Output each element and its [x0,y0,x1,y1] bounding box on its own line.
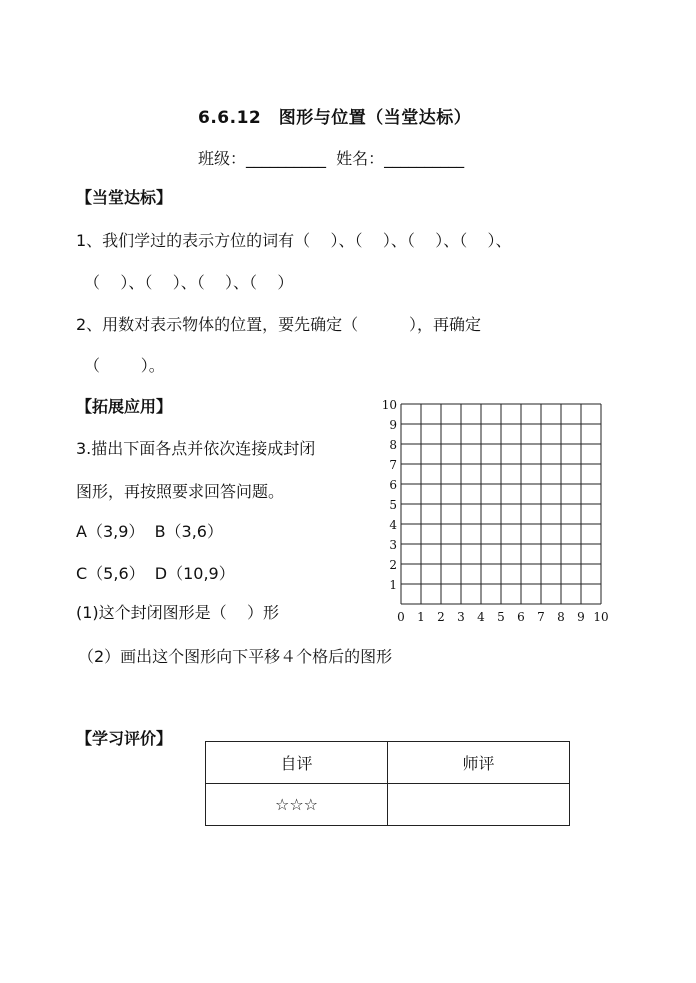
grid-x-label: 3 [457,610,465,624]
grid-y-label: 4 [389,518,397,532]
grid-x-label: 10 [593,610,609,624]
coordinate-grid [375,396,615,628]
grid-x-label: 0 [397,610,405,624]
section-header-evaluation: 【学习评价】 [76,729,173,748]
question-3-line-1: 3.描出下面各点并依次连接成封闭 [76,439,316,458]
evaluation-value-row [206,784,570,826]
teacher-rating-cell[interactable] [388,784,570,826]
question-3-sub-1: (1)这个封闭图形是（ ）形 [76,603,280,622]
grid-x-label: 1 [417,610,425,624]
grid-y-label: 3 [389,538,397,552]
self-evaluation-header: 自评 [206,742,388,784]
class-name-line: 班级：__________ 姓名：__________ [198,149,465,168]
grid-y-label: 10 [381,398,397,412]
self-rating-stars[interactable]: ☆☆☆ [206,784,388,826]
section-header-practice: 【当堂达标】 [76,188,173,207]
grid-y-label: 2 [389,558,397,572]
question-2-line-1: 2、用数对表示物体的位置，要先确定（ ），再确定 [76,315,482,334]
grid-x-label: 7 [537,610,545,624]
section-header-extension: 【拓展应用】 [76,397,173,416]
grid-y-label: 5 [389,498,397,512]
points-c-d: C（5,6） D（10,9） [76,564,235,583]
teacher-evaluation-header: 师评 [388,742,570,784]
question-3-sub-2: （2）画出这个图形向下平移４个格后的图形 [78,647,393,666]
question-1-line-1: 1、我们学过的表示方位的词有（ ）、（ ）、（ ）、（ ）、 [76,231,512,250]
grid-y-label: 9 [389,418,397,432]
grid-y-label: 8 [389,438,397,452]
grid-x-label: 5 [497,610,505,624]
grid-x-label: 2 [437,610,445,624]
grid-y-label: 7 [389,458,397,472]
grid-y-label: 1 [389,578,397,592]
grid-x-label: 6 [517,610,525,624]
page-title: 6.6.12 图形与位置（当堂达标） [198,108,472,128]
question-2-line-2: （ ）。 [84,356,165,375]
question-3-line-2: 图形，再按照要求回答问题。 [76,482,285,501]
question-1-line-2: （ ）、（ ）、（ ）、（ ） [84,273,294,292]
evaluation-table [205,741,570,826]
grid-x-label: 9 [577,610,585,624]
grid-x-label: 8 [557,610,565,624]
points-a-b: A（3,9） B（3,6） [76,522,223,541]
grid-y-label: 6 [389,478,397,492]
evaluation-header-row [206,742,570,784]
grid-x-label: 4 [477,610,485,624]
